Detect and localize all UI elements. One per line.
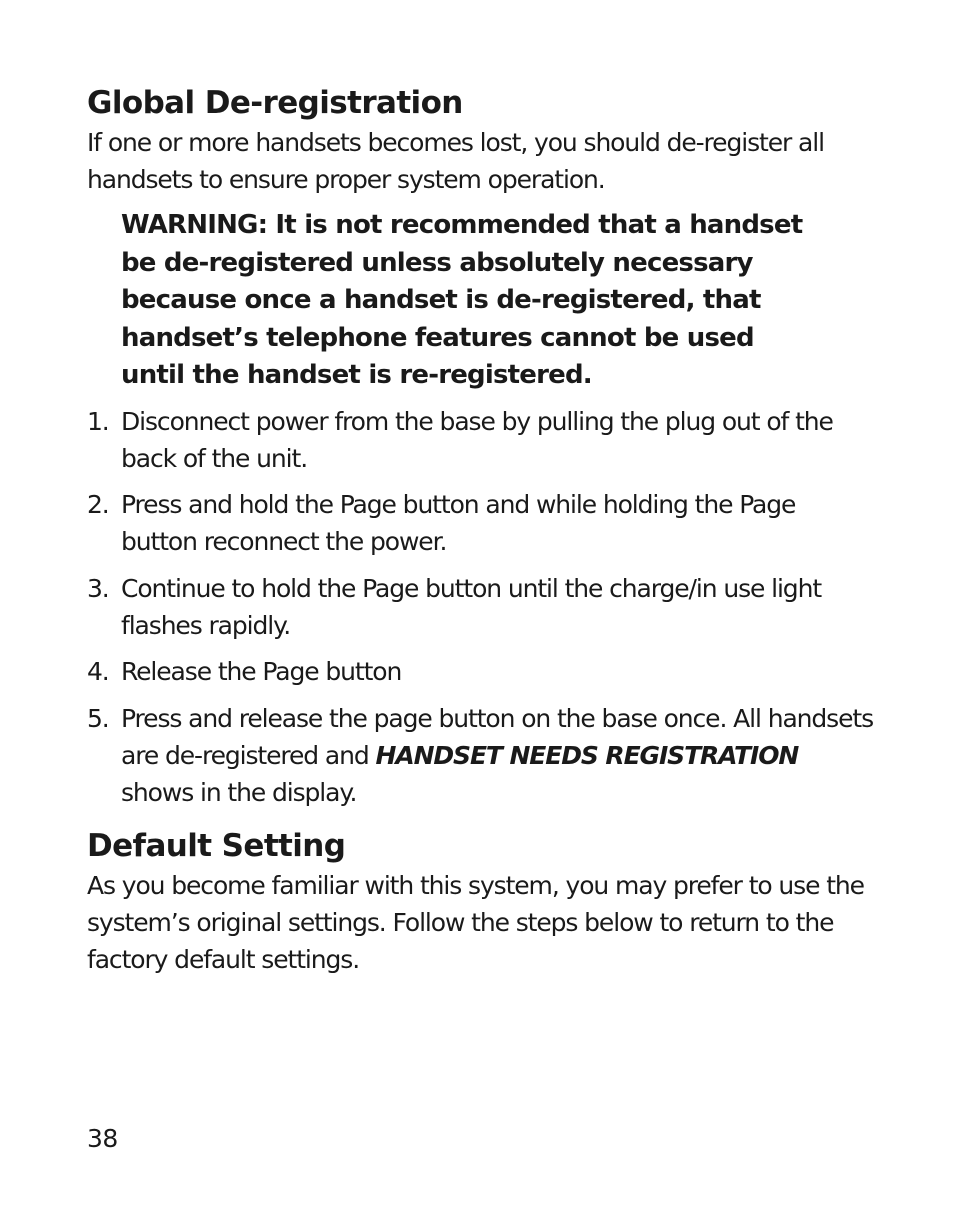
step-text-after: shows in the display. [121,777,357,807]
step-item [87,486,877,560]
step-number: 3. [87,573,109,603]
step-item [87,403,877,477]
step-text: Disconnect power from the base by pulling the plug out of the back of the unit. [121,406,833,473]
warning-note: WARNING: It is not recommended that a handset be de-registered unless absolutely necessary because once a handset is de-registered, that handset’s telephone features cannot be used until the handset is re-registered. [121,210,803,390]
step-item [87,570,877,644]
step-number: 2. [87,490,109,519]
default-setting-section [87,825,877,978]
step-text: Press and hold the Page button and while holding the Page button reconnect the power. [121,490,796,556]
step-text: Release the Page button [121,657,402,686]
section-heading-default-setting: Default Setting [87,827,346,864]
global-deregistration-intro: If one or more handsets becomes lost, you should de-register all handsets to ensure proper system operation. [87,128,824,194]
step-item [87,700,877,811]
page-number: 38 [87,1124,118,1153]
step-number: 1. [87,406,109,436]
step-text: Continue to hold the Page button until the charge/in use light flashes rapidly. [121,573,822,640]
step-text-before: Press and release the page button on the base once. All handsets are de-registered and [121,703,874,770]
step-item [87,653,877,690]
deregistration-steps [87,403,877,811]
section-heading-global-deregistration: Global De-registration [87,85,463,121]
manual-page [87,82,877,978]
default-setting-intro: As you become familiar with this system, you may prefer to use the system’s original settings. Follow the steps below to return to the factory default settings. [87,870,864,974]
display-message: HANDSET NEEDS REGISTRATION [375,740,799,770]
step-number: 5. [87,703,109,733]
step-number: 4. [87,657,109,686]
